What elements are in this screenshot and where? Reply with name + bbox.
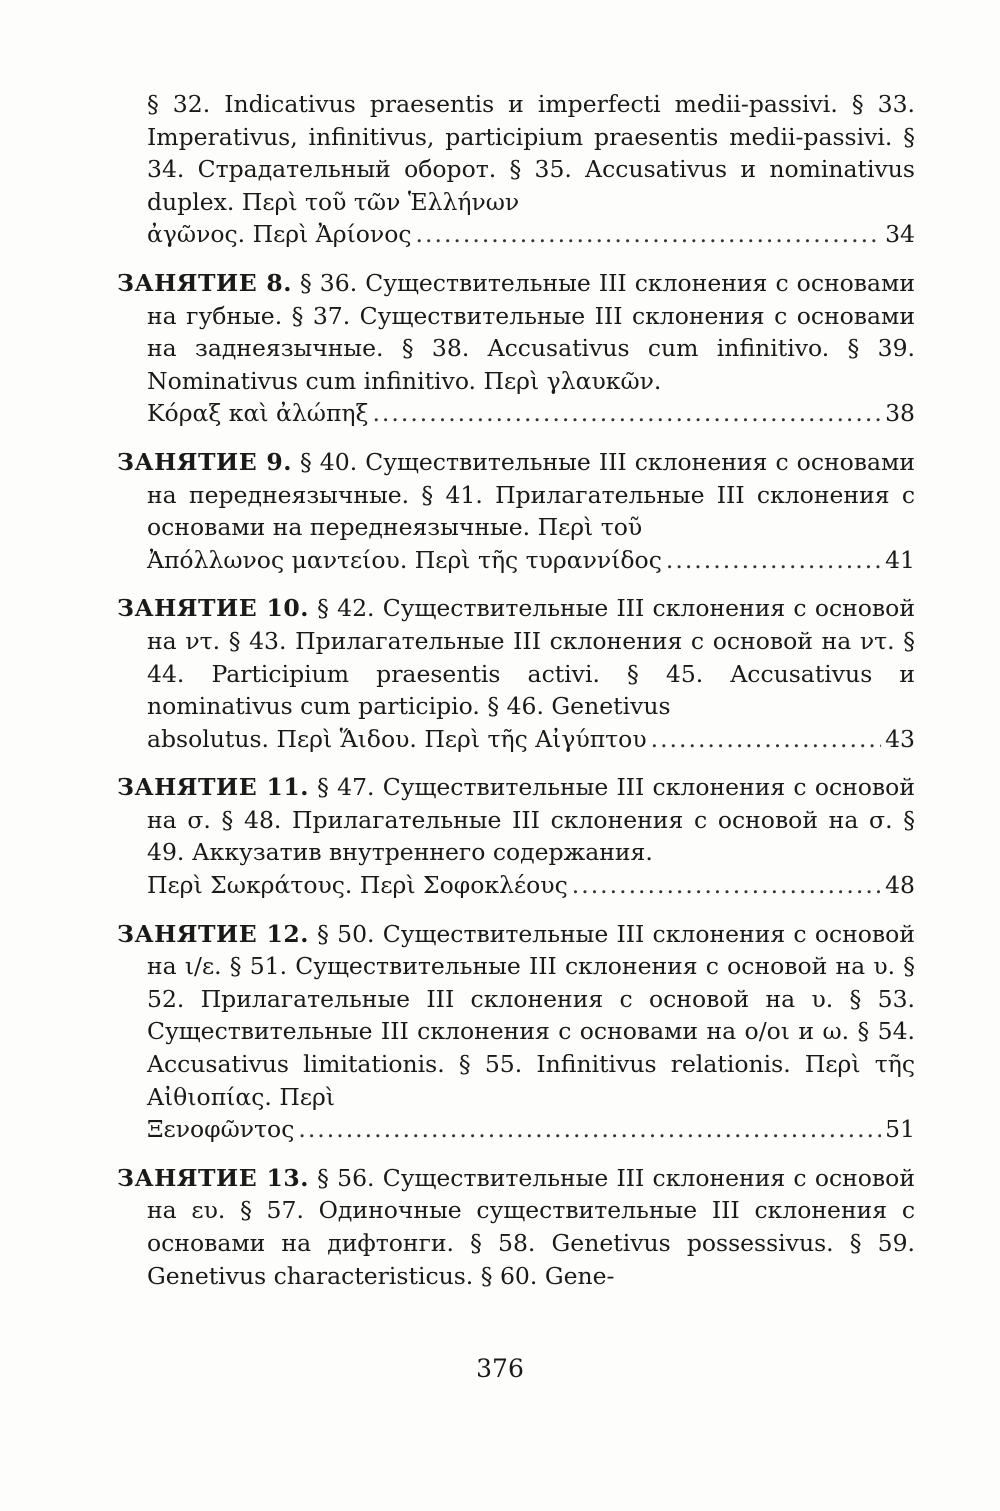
entry-page-number: 41 <box>885 545 915 574</box>
lesson-heading: ЗАНЯТИЕ 9. <box>117 447 292 476</box>
entry-readings: Περὶ Σωκράτους. Περὶ Σοφοκλέους <box>147 871 568 900</box>
entry-sections: § 42. Существительные III склонения с основой на ντ. § 43. Прилагательные III склонения с основой на ντ. § 44. Participium praesentis activi. § 45. Accusativus и nominativus cum participio. § 46. Genetivus <box>147 594 915 721</box>
entry-sections: § 36. Существительные III склонения с основами на губные. § 37. Существительные III склонения с основами на заднеязычные. § 38. Accusativus cum infinitivo. § 39. Nominativus cum infinitivo. Περὶ γλαυκῶν. <box>147 268 915 395</box>
entry-sections: § 40. Существительные III склонения с основами на переднеязычные. § 41. Прилагательные III склонения с основами на переднеязычные. Περὶ τοῦ <box>147 447 915 542</box>
entry-readings: Κόραξ καὶ ἀλώπηξ <box>147 399 369 428</box>
entry-last-line <box>147 1113 915 1146</box>
entry-readings: Ξενοφῶντος <box>147 1115 295 1144</box>
entry-last-line <box>147 869 915 902</box>
toc-entry-lesson-10 <box>117 592 915 755</box>
entry-readings: absolutus. Περὶ Ἅιδου. Περὶ τῆς Αἰγύπτου <box>147 724 647 753</box>
table-of-contents <box>117 88 915 1308</box>
entry-sections: § 56. Существительные III склонения с основой на ευ. § 57. Одиночные существительные III склонения с основами на дифтонги. § 58. Genetivus possessivus. § 59. Genetivus characteristicus. § 60. Gene- <box>147 1163 915 1290</box>
leader-dots <box>666 544 881 577</box>
entry-sections: § 47. Существительные III склонения с основой на σ. § 48. Прилагательные III склонения с основой на σ. § 49. Аккузатив внутреннего содержания. <box>147 773 915 867</box>
entry-last-line <box>147 218 915 251</box>
toc-entry-lesson-8 <box>117 267 915 430</box>
leader-dots <box>372 397 881 430</box>
leader-dots <box>416 218 882 251</box>
leader-dots <box>572 869 881 902</box>
entry-last-line <box>147 544 915 577</box>
entry-last-line <box>147 723 915 756</box>
lesson-heading: ЗАНЯТИЕ 11. <box>117 773 309 802</box>
entry-page-number: 48 <box>885 871 915 900</box>
entry-sections: § 32. Indicativus praesentis и imperfecti medii-passivi. § 33. Imperativus, infinitivus, participium praesentis medii-passivi. § 34. Страдательный оборот. § 35. Accusativus и nominativus duplex. Περὶ τοῦ τῶν Ἑλλήνων <box>147 90 915 216</box>
lesson-heading: ЗАНЯТИЕ 10. <box>117 594 309 623</box>
toc-entry-lesson-13 <box>117 1162 915 1292</box>
entry-readings: ἀγῶνος. Περὶ Ἀρίονος <box>147 220 412 249</box>
toc-entry-lesson-11 <box>117 771 915 901</box>
toc-entry-lesson-9 <box>117 446 915 576</box>
leader-dots <box>298 1113 881 1146</box>
entry-page-number: 43 <box>885 724 915 753</box>
lesson-heading: ЗАНЯТИЕ 13. <box>117 1163 309 1192</box>
page-number: 376 <box>476 1354 524 1383</box>
toc-entry-lesson-12 <box>117 918 915 1146</box>
entry-page-number: 51 <box>885 1115 915 1144</box>
entry-page-number: 34 <box>885 220 915 249</box>
leader-dots <box>651 723 881 756</box>
entry-sections: § 50. Существительные III склонения с основой на ι/ε. § 51. Существительные III склонения с основой на υ. § 52. Прилагательные III склонения с основой на υ. § 53. Существительные III склонения с основами на ο/οι и ω. § 54. Accusativus limitationis. § 55. Infinitivus relationis. Περὶ τῆς Αἰθιοπίας. Περὶ <box>147 919 915 1111</box>
lesson-heading: ЗАНЯТИЕ 12. <box>117 919 309 948</box>
toc-entry-continued <box>117 88 915 251</box>
entry-readings: Ἀπόλλωνος μαντείου. Περὶ τῆς τυραννίδος <box>147 545 662 574</box>
entry-page-number: 38 <box>885 399 915 428</box>
lesson-heading: ЗАНЯТИЕ 8. <box>117 268 292 297</box>
entry-last-line <box>147 397 915 430</box>
